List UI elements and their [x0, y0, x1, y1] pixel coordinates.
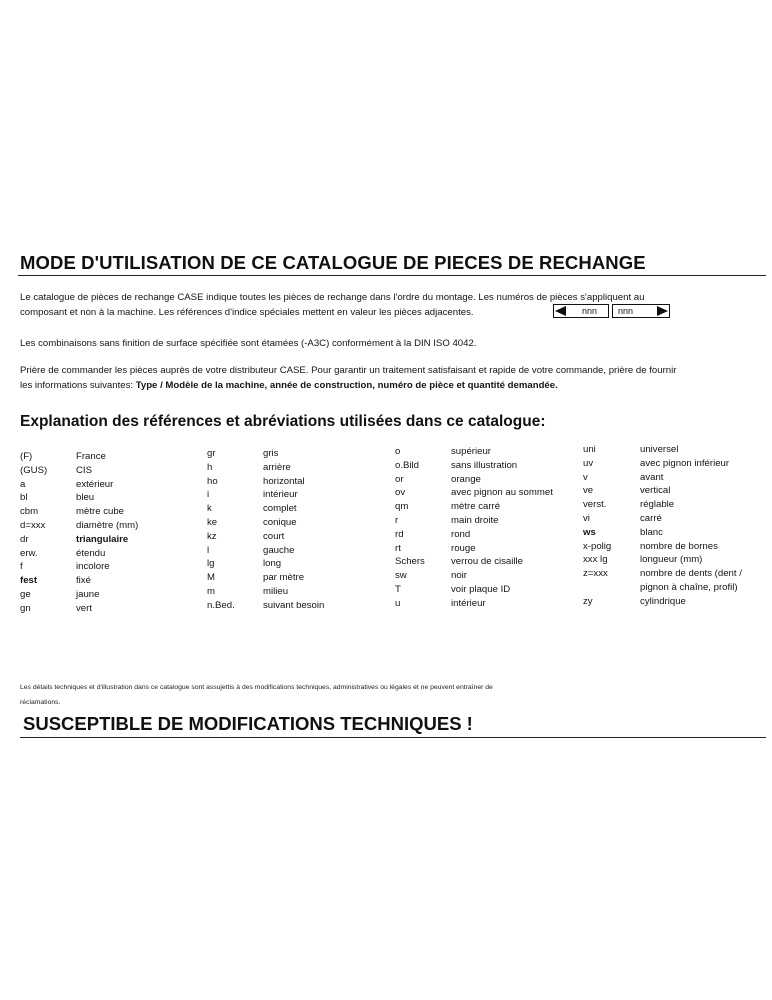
- abbreviation-meaning: jaune: [76, 588, 100, 600]
- previous-reference-box: [553, 304, 609, 318]
- next-reference-box: [612, 304, 670, 318]
- abbreviation-meaning: gris: [263, 448, 279, 459]
- abbreviation-code: ov: [395, 487, 406, 499]
- abbreviation-meaning: carré: [640, 512, 662, 524]
- abbreviation-code: m: [207, 585, 215, 597]
- arrow-left-icon: [555, 306, 566, 316]
- ordering-required-info: Type / Modèle de la machine, année de construction, numéro de pièce et quantité demandée.: [135, 380, 558, 391]
- abbreviation-code: kz: [207, 530, 217, 542]
- abbreviation-meaning: main droite: [451, 514, 499, 526]
- abbreviation-code: ve: [583, 485, 594, 497]
- abbreviation-codes-column-2: [207, 447, 235, 613]
- abbreviation-meaning: universel: [640, 444, 679, 455]
- abbreviation-code: o.Bild: [395, 459, 419, 471]
- abbreviation-code: a: [20, 478, 26, 490]
- abbreviation-meaning: incolore: [76, 561, 110, 573]
- abbreviation-meanings-column-4: [640, 443, 742, 609]
- abbreviation-meaning: triangulaire: [76, 533, 129, 545]
- abbreviation-codes-column-4: [583, 443, 611, 609]
- abbreviation-meaning: fixé: [76, 575, 91, 587]
- abbreviation-meaning: diamètre (mm): [76, 519, 139, 531]
- abbreviation-meaning: long: [263, 558, 282, 570]
- abbreviation-code: u: [395, 597, 401, 609]
- abbreviation-code: z=xxx: [583, 568, 608, 580]
- abbreviation-code: lg: [207, 558, 215, 570]
- surface-finish-note: Les combinaisons sans finition de surface spécifiée sont étamées (-A3C) conformément à la DIN ISO 4042.: [20, 338, 477, 349]
- abbreviation-meaning: vert: [76, 602, 92, 614]
- disclaimer-line-2: réclamations.: [20, 699, 61, 706]
- title-underline: [18, 275, 766, 276]
- abbreviation-code: ge: [20, 588, 31, 600]
- abbreviation-code: sw: [395, 570, 407, 582]
- abbreviation-meaning: nombre de dents (dent /: [640, 568, 742, 580]
- abbreviation-code: o: [395, 446, 401, 457]
- abbreviation-meaning: intérieur: [263, 489, 298, 501]
- abbreviation-meaning: noir: [451, 570, 467, 582]
- abbreviation-code: gr: [207, 448, 216, 459]
- abbreviation-code: or: [395, 473, 404, 485]
- abbreviation-meaning: nombre de bornes: [640, 540, 718, 552]
- abbreviation-meanings-column-2: [263, 447, 324, 613]
- abbreviation-meaning: avec pignon inférieur: [640, 457, 730, 469]
- ordering-paragraph-line-2: [20, 378, 558, 393]
- abbreviation-code: (GUS): [20, 464, 48, 476]
- abbreviation-meaning: supérieur: [451, 446, 491, 457]
- abbreviation-code: zy: [583, 595, 593, 607]
- abbreviation-meaning: horizontal: [263, 475, 305, 487]
- abbreviation-code: x-polig: [583, 540, 612, 552]
- previous-reference-label: nnn: [582, 306, 598, 316]
- abbreviation-meaning: longueur (mm): [640, 554, 703, 566]
- abbreviation-meaning: milieu: [263, 585, 289, 597]
- abbreviation-meaning: orange: [451, 473, 481, 485]
- abbreviation-code: xxx lg: [583, 554, 608, 566]
- abbreviation-meaning: vertical: [640, 485, 671, 497]
- abbreviation-code: ws: [583, 526, 596, 538]
- abbreviation-meaning: avec pignon au sommet: [451, 487, 553, 499]
- abbreviation-code: n.Bed.: [207, 599, 235, 611]
- intro-paragraph-line-2: composant et non à la machine. Les références d'indice spéciales mettent en valeur les pièces adjacentes.: [20, 307, 474, 318]
- abbreviation-meaning: voir plaque ID: [451, 583, 511, 595]
- abbreviation-codes-column-1: [20, 450, 47, 616]
- abbreviation-code: rd: [395, 528, 404, 540]
- abbreviation-meanings-column-1: [76, 450, 138, 616]
- ordering-paragraph-line-1: Prière de commander les pièces auprès de votre distributeur CASE. Pour garantir un traitement satisfaisant et rapide de votre commande, prière de fournir: [20, 365, 677, 376]
- abbreviation-meaning: court: [263, 530, 285, 542]
- abbreviation-meaning: mètre cube: [76, 506, 124, 518]
- abbreviation-meaning: par mètre: [263, 572, 305, 584]
- abbreviation-meaning: bleu: [76, 492, 95, 504]
- abbreviation-code: erw.: [20, 547, 38, 559]
- abbreviation-code: uni: [583, 444, 596, 455]
- modifications-notice-title: SUSCEPTIBLE DE MODIFICATIONS TECHNIQUES !: [23, 713, 473, 734]
- abbreviation-code: Schers: [395, 556, 425, 568]
- ordering-prefix: les informations suivantes:: [20, 380, 136, 391]
- abbreviation-code: l: [207, 544, 210, 556]
- abbreviations-heading: Explanation des références et abréviations utilisées dans ce catalogue:: [20, 413, 546, 430]
- abbreviation-code: vi: [583, 512, 590, 524]
- abbreviation-code: i: [207, 489, 210, 501]
- page-title: MODE D'UTILISATION DE CE CATALOGUE DE PIECES DE RECHANGE: [20, 252, 646, 273]
- abbreviation-meaning: rouge: [451, 542, 476, 554]
- abbreviation-meaning: conique: [263, 516, 297, 528]
- abbreviation-code: d=xxx: [20, 519, 46, 531]
- abbreviation-code: r: [395, 514, 399, 526]
- abbreviation-code: qm: [395, 501, 409, 513]
- intro-paragraph-line-1: Le catalogue de pièces de rechange CASE indique toutes les pièces de rechange dans l'ordre du montage. Les numéros de pièces s'appliquent au: [20, 292, 645, 303]
- abbreviation-meaning: suivant besoin: [263, 599, 325, 611]
- abbreviation-meaning: étendu: [76, 547, 106, 559]
- abbreviation-code: [583, 581, 611, 595]
- abbreviation-meaning: blanc: [640, 526, 663, 538]
- abbreviation-code: verst.: [583, 499, 607, 511]
- abbreviation-code: fest: [20, 575, 38, 587]
- abbreviation-code: gn: [20, 602, 31, 614]
- abbreviation-code: (F): [20, 451, 33, 462]
- notice-underline: [20, 737, 766, 738]
- abbreviation-code: f: [20, 561, 23, 573]
- abbreviation-meaning: France: [76, 451, 106, 462]
- abbreviation-code: dr: [20, 533, 29, 545]
- abbreviation-code: v: [583, 471, 588, 483]
- abbreviation-code: rt: [395, 542, 401, 554]
- abbreviation-meaning: gauche: [263, 544, 295, 556]
- next-reference-label: nnn: [618, 306, 634, 316]
- abbreviation-code: ke: [207, 516, 218, 528]
- abbreviation-code: bl: [20, 492, 28, 504]
- abbreviation-meaning: réglable: [640, 499, 675, 511]
- abbreviation-meaning: CIS: [76, 464, 92, 476]
- abbreviation-code: ho: [207, 475, 218, 487]
- abbreviation-code: h: [207, 461, 213, 473]
- abbreviation-meaning: sans illustration: [451, 459, 518, 471]
- abbreviation-code: T: [395, 583, 401, 595]
- abbreviation-meaning: extérieur: [76, 478, 114, 490]
- abbreviation-meaning: rond: [451, 528, 471, 540]
- arrow-right-icon: [657, 306, 668, 316]
- abbreviation-meaning: complet: [263, 503, 297, 515]
- abbreviation-meaning: intérieur: [451, 597, 486, 609]
- abbreviation-meaning: pignon à chaîne, profil): [640, 581, 738, 593]
- abbreviation-code: uv: [583, 457, 594, 469]
- abbreviation-codes-column-3: [395, 445, 425, 611]
- abbreviation-meaning: mètre carré: [451, 501, 501, 513]
- abbreviation-meaning: arrière: [263, 461, 291, 473]
- abbreviation-meaning: cylindrique: [640, 595, 686, 607]
- disclaimer-line-1: Les détails techniques et d'illustration dans ce catalogue sont assujettis à des modifications techniques, administratives ou légales et ne peuvent entraîner de: [20, 684, 493, 691]
- abbreviation-meaning: avant: [640, 471, 664, 483]
- abbreviation-meanings-column-3: [451, 445, 553, 611]
- abbreviation-code: cbm: [20, 506, 39, 518]
- abbreviation-code: M: [207, 572, 215, 584]
- abbreviation-code: k: [207, 503, 212, 515]
- abbreviation-meaning: verrou de cisaille: [451, 556, 523, 568]
